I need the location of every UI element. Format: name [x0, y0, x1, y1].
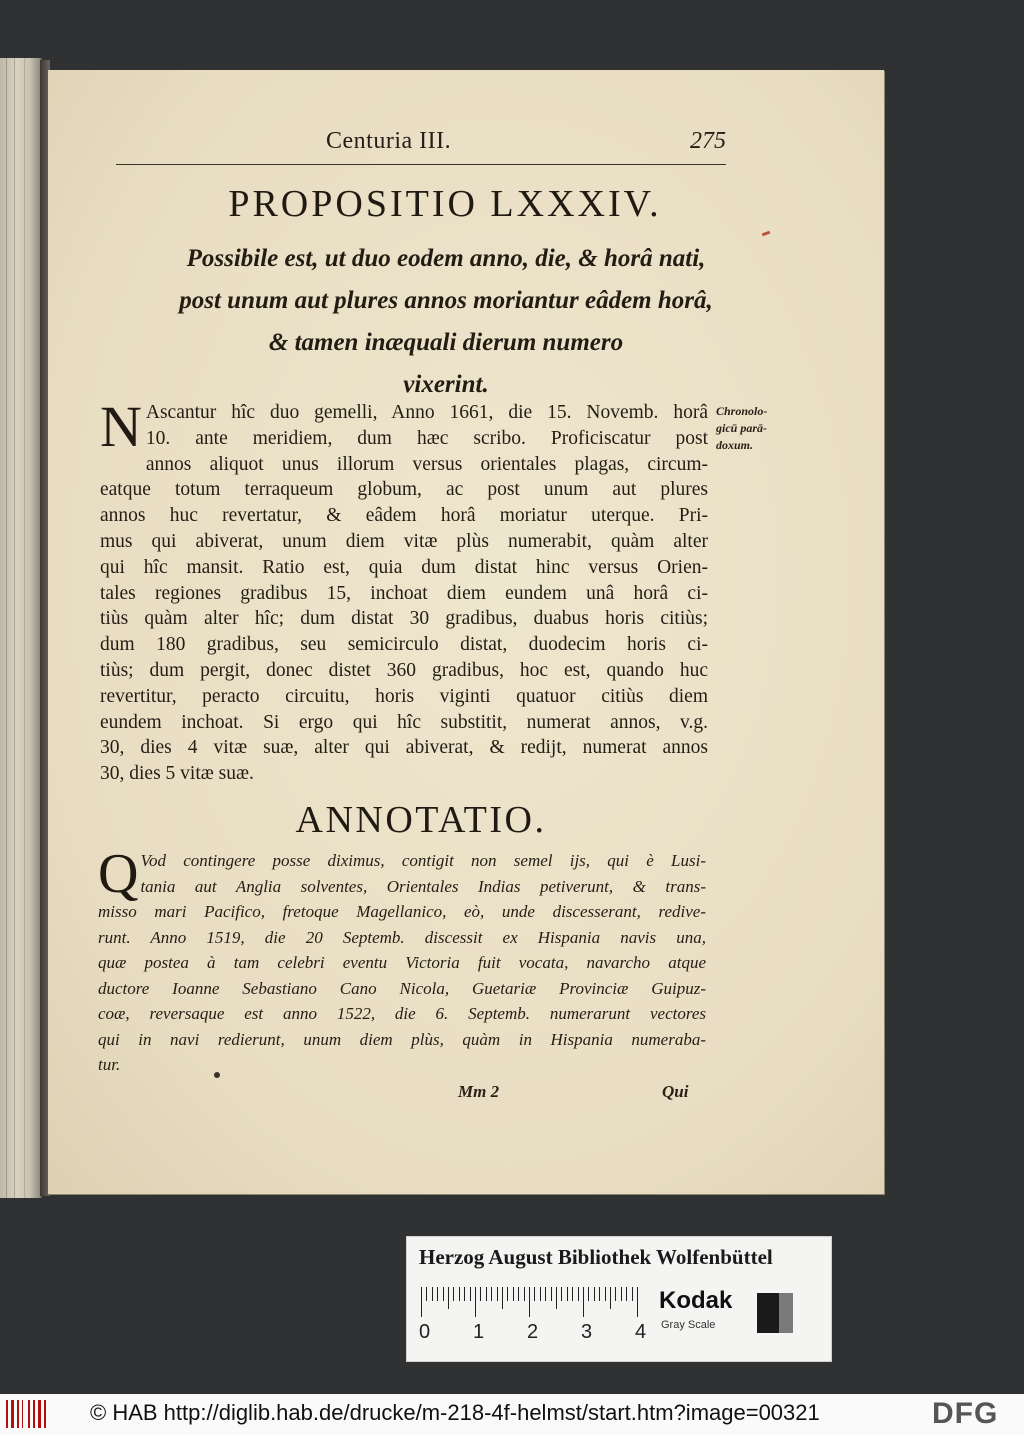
gray-scale-card — [406, 1236, 832, 1362]
proposition-title: PROPOSITIO LXXXIV. — [228, 183, 662, 225]
annotation-line: qui in navi redierunt, unum diem plùs, quàm in Hispania numeraba- — [98, 1029, 706, 1049]
body-line: 30, dies 4 vitæ suæ, alter qui abiverat, & redijt, numerat annos — [100, 737, 708, 759]
header-rule — [116, 164, 726, 165]
body-line: eundem inchoat. Si ergo qui hîc substitit, numerat annos, v.g. — [100, 711, 708, 733]
annotation-line: tania aut Anglia solventes, Orientales Indias petiverunt, & trans- — [140, 876, 706, 896]
ruler-number: 2 — [527, 1321, 539, 1343]
body-line: revertitur, peracto circuitu, horis viginti quatuor citiùs diem — [100, 685, 708, 707]
barcode-stripe — [11, 1400, 14, 1428]
annotation-body — [98, 843, 706, 1078]
ruler-tick — [583, 1287, 584, 1317]
ruler-tick — [448, 1287, 449, 1309]
ruler-tick — [518, 1287, 519, 1301]
ruler-tick — [432, 1287, 433, 1301]
ruler-tick — [594, 1287, 595, 1301]
barcode-stripe — [17, 1400, 19, 1428]
ruler-tick — [497, 1287, 498, 1301]
ruler-tick — [610, 1287, 611, 1309]
ruler-tick — [561, 1287, 562, 1301]
subtitle-line: & tamen inæquali dierum numero — [268, 329, 624, 356]
ruler-tick — [475, 1287, 476, 1317]
drop-cap: Q — [98, 843, 139, 905]
footer-bar — [0, 1394, 1024, 1435]
body-line: annos huc revertatur, & eâdem horâ moriatur uterque. Pri- — [100, 505, 708, 527]
barcode-stripe — [44, 1400, 46, 1428]
gray-scale-label: Gray Scale — [661, 1319, 716, 1331]
ruler-numbers — [417, 1321, 657, 1347]
ruler-tick — [453, 1287, 454, 1301]
ruler-tick — [480, 1287, 481, 1301]
ink-dot — [214, 1072, 220, 1078]
annotation-line: tur. — [98, 1055, 121, 1074]
ruler-tick — [632, 1287, 633, 1301]
ruler-tick — [588, 1287, 589, 1301]
barcode-stripe — [6, 1400, 8, 1428]
ruler-tick — [437, 1287, 438, 1301]
ruler-tick — [534, 1287, 535, 1301]
ruler-tick — [599, 1287, 600, 1301]
ruler-tick — [551, 1287, 552, 1301]
annotation-line: quæ postea à tam celebri eventu Victoria fuit vocata, navarcho atque — [98, 953, 706, 972]
annotation-title: ANNOTATIO. — [295, 799, 547, 841]
gray-swatch — [793, 1293, 813, 1333]
gray-swatch — [779, 1293, 793, 1333]
ruler-tick — [621, 1287, 622, 1301]
ruler-tick — [491, 1287, 492, 1301]
signature-mark: Mm 2 — [458, 1082, 500, 1101]
drop-cap: N — [100, 394, 142, 459]
body-line: dum 180 gradibus, seu semicirculo distat, duodecim horis ci- — [100, 634, 708, 656]
copyright-link[interactable]: © HAB http://diglib.hab.de/drucke/m-218-4f-helmst/start.htm?image=00321 — [90, 1400, 820, 1425]
ruler-number: 1 — [473, 1321, 485, 1343]
ruler-tick — [486, 1287, 487, 1301]
ruler-number: 0 — [419, 1321, 431, 1343]
body-line: tiùs; dum pergit, donec distet 360 gradibus, hoc est, quando huc — [100, 659, 708, 681]
running-title: Centuria III. — [326, 128, 452, 154]
body-line: Ascantur hîc duo gemelli, Anno 1661, die 15. Novemb. horâ — [145, 402, 708, 423]
annotation-line: ductore Ioanne Sebastiano Cano Nicola, Guetariæ Provinciæ Guipuz- — [98, 978, 706, 998]
marginal-line: gicū parā- — [716, 421, 767, 435]
proposition-body — [100, 394, 708, 787]
ruler-tick — [545, 1287, 546, 1301]
body-line: tales regiones gradibus 15, inchoat diem eundem unâ horâ ci- — [100, 582, 708, 604]
ruler-tick — [513, 1287, 514, 1301]
ruler-number: 3 — [581, 1321, 593, 1343]
book-page — [48, 70, 884, 1194]
measure-ruler — [421, 1287, 651, 1317]
kodak-logo: Kodak — [659, 1287, 733, 1314]
body-line: tiùs quàm alter hîc; dum distat 30 gradibus, duabus horis citiùs; — [100, 608, 708, 630]
annotation-line: coæ, reversaque est anno 1522, die 6. Septemb. numerarunt vectores — [98, 1004, 706, 1023]
ruler-tick — [567, 1287, 568, 1301]
ruler-tick — [626, 1287, 627, 1301]
ruler-tick — [502, 1287, 503, 1309]
ruler-tick — [464, 1287, 465, 1301]
subtitle-line: post unum aut plures annos moriantur eâdem horâ, — [179, 287, 713, 314]
ruler-tick — [637, 1287, 638, 1317]
ruler-number: 4 — [635, 1321, 647, 1343]
ruler-tick — [615, 1287, 616, 1301]
dfg-logo: DFG — [932, 1397, 999, 1430]
hab-barcode-icon — [6, 1400, 48, 1428]
gray-swatch — [757, 1293, 779, 1333]
ruler-tick — [507, 1287, 508, 1301]
page-header — [116, 128, 726, 162]
ruler-tick — [421, 1287, 422, 1317]
ruler-tick — [578, 1287, 579, 1301]
subtitle-line: vixerint. — [403, 371, 489, 398]
ruler-tick — [426, 1287, 427, 1301]
ruler-tick — [529, 1287, 530, 1317]
body-line: eatque totum terraqueum globum, ac post unum aut plures — [100, 479, 708, 501]
proposition-subtitle — [108, 238, 784, 406]
facing-page-edge — [0, 58, 42, 1198]
ruler-tick — [470, 1287, 471, 1301]
barcode-stripe — [38, 1400, 41, 1428]
barcode-stripe — [28, 1400, 30, 1428]
barcode-stripe — [33, 1400, 35, 1428]
subtitle-line: Possibile est, ut duo eodem anno, die, & horâ nati, — [186, 245, 706, 272]
body-line: 30, dies 5 vitæ suæ. — [100, 763, 254, 785]
ruler-tick — [605, 1287, 606, 1301]
body-line: qui hîc mansit. Ratio est, quia dum distat hinc versus Orien- — [100, 556, 708, 578]
annotation-line: misso mari Pacifico, fretoque Magellanico, eò, unde discesserant, redive- — [98, 902, 706, 921]
ruler-tick — [459, 1287, 460, 1301]
marginal-line: doxum. — [716, 438, 754, 452]
annotation-line: Vod contingere posse diximus, contigit non semel ijs, qui è Lusi- — [140, 851, 706, 870]
red-mark — [762, 231, 771, 237]
ruler-tick — [540, 1287, 541, 1301]
annotation-line: runt. Anno 1519, die 20 Septemb. discessit ex Hispania navis una, — [98, 927, 706, 947]
ruler-tick — [572, 1287, 573, 1301]
page-number: 275 — [690, 128, 726, 154]
barcode-stripe — [22, 1400, 23, 1428]
gray-swatch — [745, 1293, 757, 1333]
marginal-line: Chronolo- — [716, 404, 768, 418]
catchword: Qui — [662, 1082, 689, 1101]
marginal-note — [716, 403, 796, 454]
body-line: 10. ante meridiem, dum hæc scribo. Proficiscatur post — [145, 427, 708, 449]
body-line: annos aliquot unus illorum versus orientales plagas, circum- — [145, 453, 708, 475]
ruler-tick — [556, 1287, 557, 1309]
body-line: mus qui abiverat, unum diem vitæ plùs numerabit, quàm alter — [100, 530, 708, 552]
ruler-tick — [443, 1287, 444, 1301]
ruler-tick — [524, 1287, 525, 1301]
institution-name: Herzog August Bibliothek Wolfenbüttel — [419, 1245, 773, 1269]
